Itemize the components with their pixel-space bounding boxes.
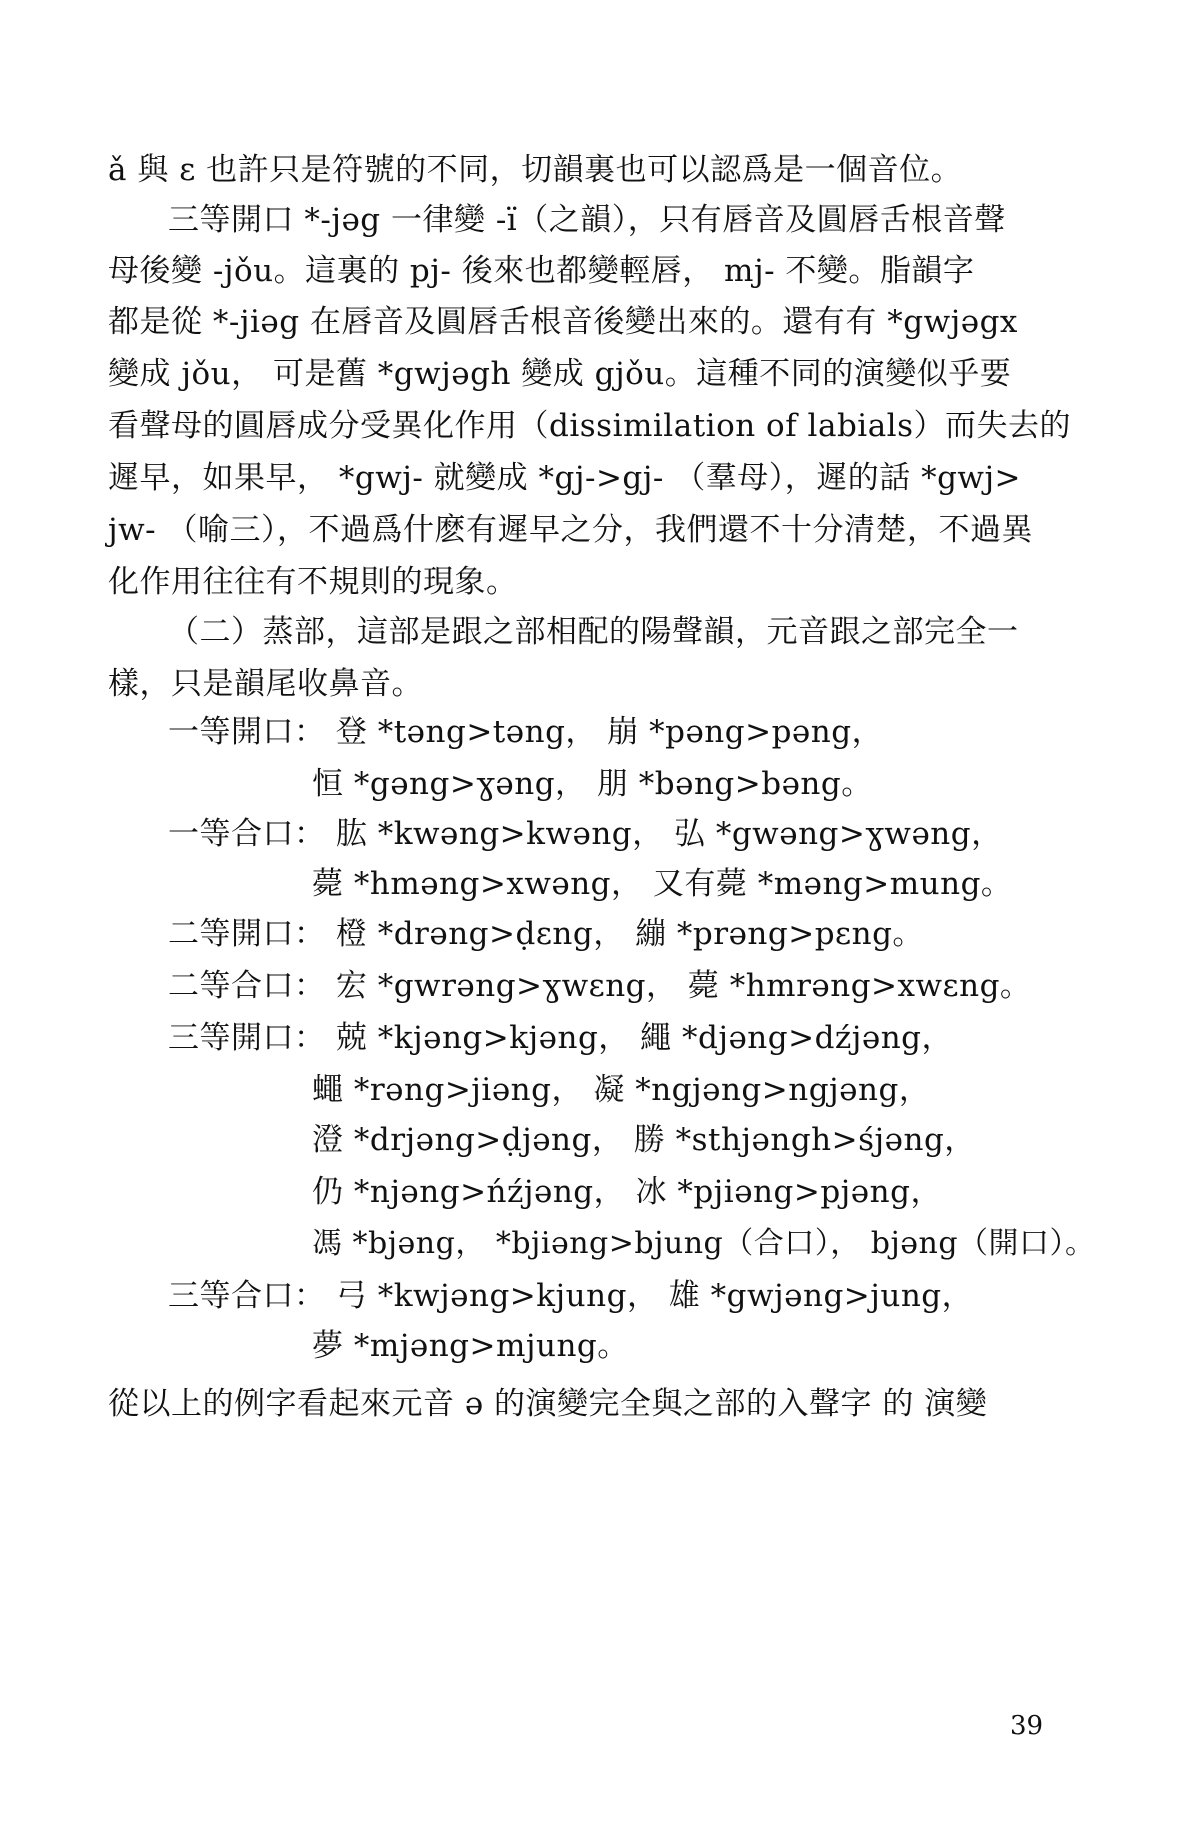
text-line-16: 二等開口： 橙 *drəng>ḍɛng， 繃 *prəng>pɛng。 [168,916,924,952]
text-line-7: 遲早，如果早， *gwj- 就變成 *gj->gj- （羣母），遲的話 *gwj> [108,460,1022,496]
text-line-4: 都是從 *-jiəg 在唇音及圓唇舌根音後變出來的。還有有 *gwjəgx [108,304,1018,340]
text-line-5: 變成 jǒu， 可是舊 *gwjəgh 變成 gjǒu。這種不同的演變似乎要 [108,356,1012,392]
text-line-8: jw- （喻三），不過爲什麽有遲早之分，我們還不十分清楚，不過異 [108,512,1033,548]
text-line-9: 化作用往往有不規則的現象。 [108,564,518,600]
text-line-15: 薨 *hməng>xwəng， 又有薨 *məng>mung。 [312,866,1013,902]
text-line-12: 一等開口： 登 *təng>təng， 崩 *pəng>pəng， [168,714,884,750]
text-line-25: 從以上的例字看起來元音 ə 的演變完全與之部的入聲字 的 演變 [108,1386,988,1422]
text-line-22: 馮 *bjəng， *bjiəng>bjung（合口）， bjəng（開口）。 [312,1226,1096,1261]
text-line-2: 三等開口 *-jəg 一律變 -ï（之韻），只有唇音及圓唇舌根音聲 [168,202,1006,238]
text-line-11: 樣，只是韻尾收鼻音。 [108,666,423,702]
text-line-19: 蠅 *rəng>jiəng， 凝 *ngjəng>ngjəng， [312,1072,931,1108]
text-line-20: 澄 *drjəng>ḍjəng， 勝 *sthjəngh>śjəng， [312,1122,976,1158]
text-line-14: 一等合口： 肱 *kwəng>kwəng， 弘 *gwəng>ɣwəng， [168,816,1003,852]
text-line-6: 看聲母的圓唇成分受異化作用（dissimilation of labials）而失去的 [108,408,1072,444]
text-line-13: 恒 *gəng>ɣəng， 朋 *bəng>bəng。 [312,766,873,802]
text-line-17: 二等合口： 宏 *gwrəng>ɣwɛng， 薨 *hmrəng>xwɛng。 [168,968,1032,1004]
page-number: 39 [1010,1711,1044,1741]
text-line-23: 三等合口： 弓 *kwjəng>kjung， 雄 *gwjəng>jung， [168,1278,974,1314]
text-line-21: 仍 *njəng>ńźjəng， 冰 *pjiəng>pjəng， [312,1174,942,1210]
text-line-3: 母後變 -jǒu。這裏的 pj- 後來也都變輕唇， mj- 不變。脂韻字 [108,253,975,289]
text-line-1: ǎ 與 ɛ 也許只是符號的不同，切韻裏也可以認爲是一個音位。 [108,152,963,188]
text-line-24: 夢 *mjəng>mjung。 [312,1328,629,1364]
text-line-18: 三等開口： 兢 *kjəng>kjəng， 繩 *djəng>dźjəng， [168,1020,954,1056]
text-line-10: （二）蒸部，這部是跟之部相配的陽聲韻，元音跟之部完全一 [168,614,1019,650]
